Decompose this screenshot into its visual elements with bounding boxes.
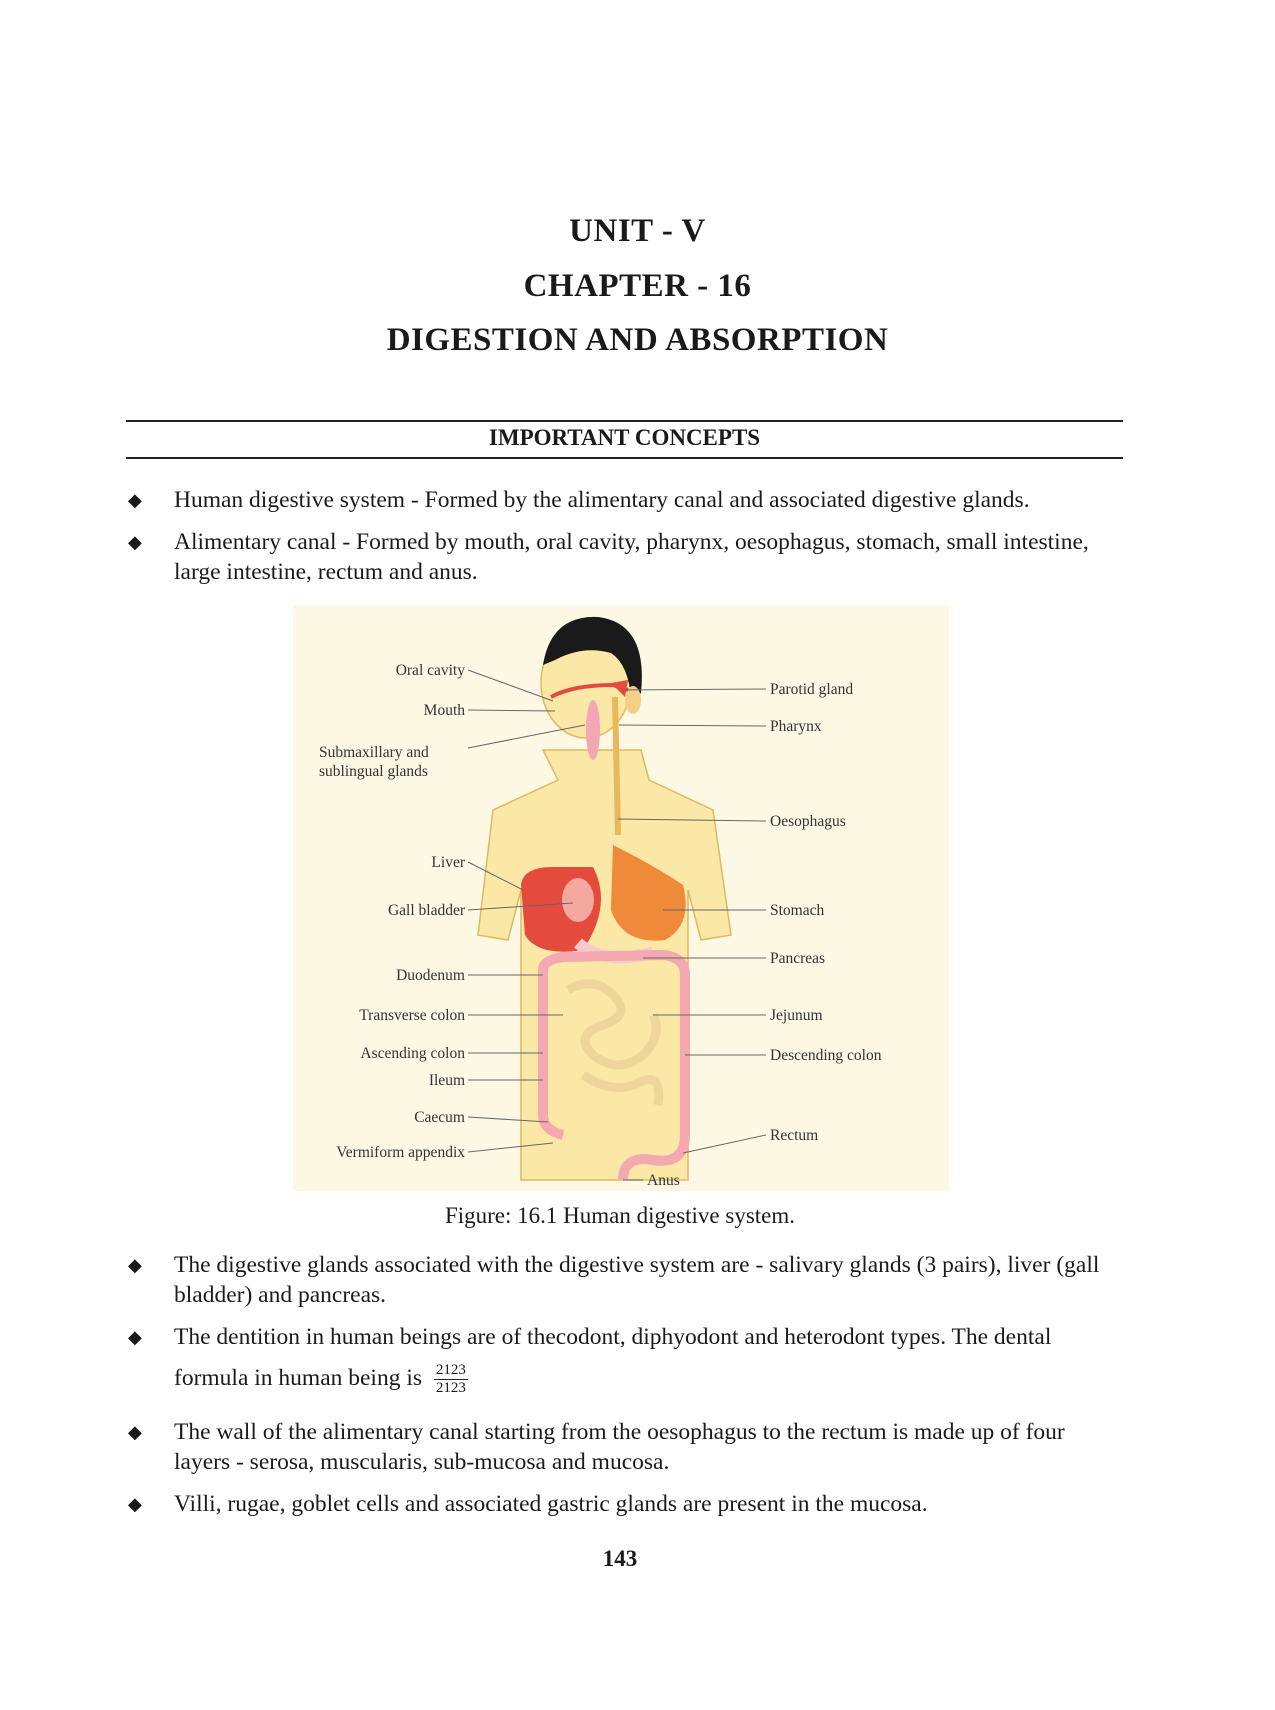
label-pharynx: Pharynx [770, 718, 822, 735]
label-anus: Anus [647, 1172, 680, 1189]
unit-heading: UNIT - V [569, 213, 706, 249]
label-sublingual: sublingual glands [319, 763, 428, 780]
dentition-formula-intro: formula in human being is [174, 1364, 423, 1391]
label-submaxillary: Submaxillary and [319, 744, 429, 761]
diamond-bullet-icon: ◆ [128, 1327, 142, 1347]
dental-formula-numerator: 2123 [435, 1362, 466, 1378]
section-title: IMPORTANT CONCEPTS [488, 425, 761, 450]
label-ascending-colon: Ascending colon [360, 1045, 465, 1062]
bullet-text: Human digestive system - Formed by the alimentary canal and associated digestive glands. [174, 487, 1030, 513]
section-top-rule [126, 420, 1123, 422]
label-duodenum: Duodenum [396, 967, 465, 984]
section-bottom-rule [126, 457, 1123, 459]
label-vermiform-appendix: Vermiform appendix [336, 1144, 465, 1161]
salivary-gland [586, 700, 600, 760]
label-gall-bladder: Gall bladder [387, 902, 465, 919]
bullet-text [174, 1322, 1126, 1397]
label-oral-cavity: Oral cavity [395, 662, 465, 679]
dental-formula [434, 1362, 468, 1397]
bullet-text: Villi, rugae, goblet cells and associated gastric glands are present in the mucosa. [174, 1491, 928, 1517]
figure-caption: Figure: 16.1 Human digestive system. [444, 1203, 796, 1228]
label-pancreas: Pancreas [770, 950, 826, 967]
bullet-text: The wall of the alimentary canal starting from the oesophagus to the rectum is made up of four layers - serosa, muscularis, sub-mucosa and mucosa. [174, 1419, 1065, 1475]
label-jejunum: Jejunum [770, 1007, 823, 1024]
label-caecum: Caecum [414, 1109, 465, 1126]
diamond-bullet-icon: ◆ [128, 1255, 142, 1275]
digestive-system-figure [293, 605, 949, 1191]
chapter-heading: CHAPTER - 16 [523, 268, 752, 304]
bullet-text: Alimentary canal - Formed by mouth, oral cavity, pharynx, oesophagus, stomach, small intestine, large intestine, rectum and anus. [174, 529, 1089, 585]
diamond-bullet-icon: ◆ [128, 490, 142, 510]
label-mouth: Mouth [423, 702, 465, 719]
chapter-title: DIGESTION AND ABSORPTION [386, 322, 889, 358]
gall-bladder [562, 878, 594, 922]
dental-formula-denominator: 2123 [435, 1380, 466, 1396]
label-transverse-colon: Transverse colon [359, 1007, 465, 1024]
label-rectum: Rectum [770, 1127, 819, 1144]
diamond-bullet-icon: ◆ [128, 1422, 142, 1442]
dentition-line-2 [174, 1362, 1126, 1397]
diamond-bullet-icon: ◆ [128, 1494, 142, 1514]
label-liver: Liver [431, 854, 465, 871]
label-parotid-gland: Parotid gland [770, 681, 854, 698]
label-oesophagus: Oesophagus [770, 813, 846, 830]
bullet-text: The digestive glands associated with the digestive system are - salivary glands (3 pairs), liver (gall bladder) and pancreas. [174, 1252, 1100, 1308]
oesophagus [615, 697, 618, 835]
label-ileum: Ileum [428, 1072, 465, 1089]
dentition-line-1: The dentition in human beings are of thecodont, diphyodont and heterodont types. The dental [174, 1324, 1052, 1350]
label-descending-colon: Descending colon [770, 1047, 882, 1064]
label-stomach: Stomach [770, 902, 825, 919]
page-number: 143 [602, 1546, 638, 1571]
diamond-bullet-icon: ◆ [128, 532, 142, 552]
